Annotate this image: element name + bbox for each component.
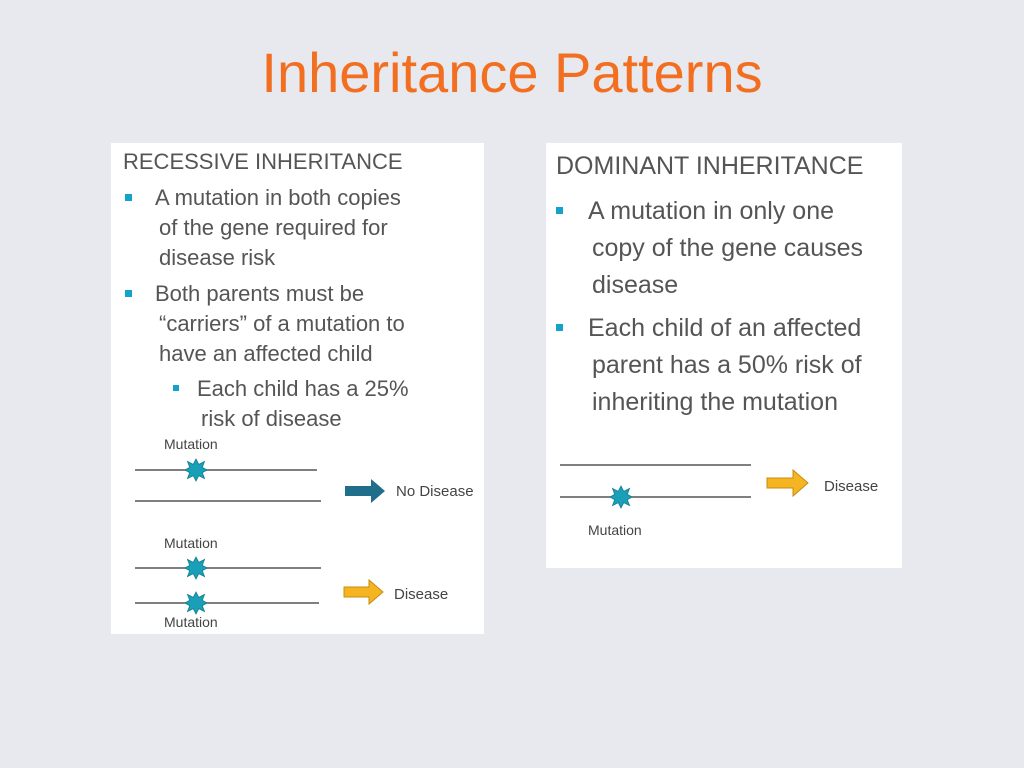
mutation-star-icon [185, 592, 207, 614]
mutation-star-icon [185, 459, 207, 481]
mutation-label: Mutation [164, 436, 218, 452]
mutation-label: Mutation [588, 522, 642, 538]
arrow-right-icon [344, 580, 383, 604]
mutation-label: Mutation [164, 535, 218, 551]
mutation-star-icon [185, 557, 207, 579]
recessive-panel [111, 143, 484, 634]
slide-title: Inheritance Patterns [261, 41, 763, 104]
arrow-right-icon [345, 479, 385, 503]
mutation-label: Mutation [164, 614, 218, 630]
outcome-no-disease: No Disease [396, 483, 474, 500]
dominant-bullet-1: A mutation in only one copy of the gene causes disease [588, 193, 863, 304]
recessive-diagram [111, 143, 484, 634]
outcome-disease: Disease [394, 586, 449, 603]
dominant-heading: DOMINANT INHERITANCE [556, 152, 864, 180]
dominant-diagram [546, 143, 902, 568]
mutation-star-icon [610, 486, 632, 508]
outcome-disease: Disease [824, 478, 879, 495]
recessive-bullet-2: Both parents must be “carriers” of a mutation to have an affected child [155, 279, 405, 369]
dominant-panel [546, 143, 902, 568]
dominant-bullet-2: Each child of an affected parent has a 50% risk of inheriting the mutation [588, 310, 862, 421]
recessive-sub-bullet: Each child has a 25% risk of disease [197, 374, 409, 434]
recessive-bullet-1: A mutation in both copies of the gene required for disease risk [155, 183, 401, 273]
recessive-heading: RECESSIVE INHERITANCE [123, 149, 403, 174]
arrow-right-icon [767, 470, 808, 496]
